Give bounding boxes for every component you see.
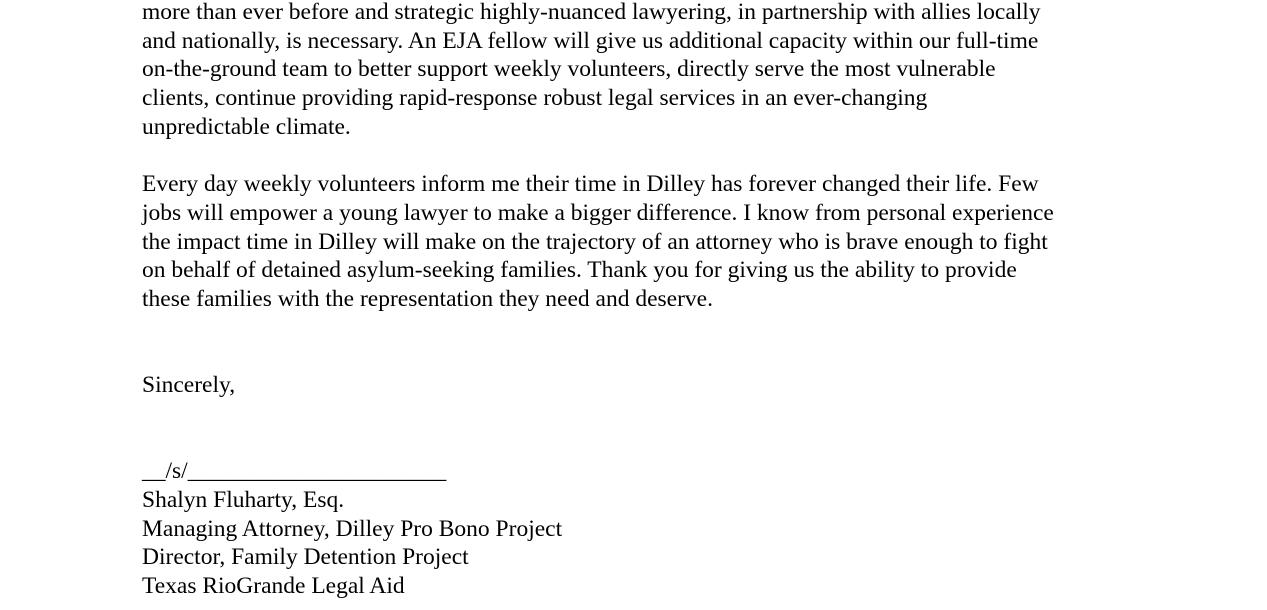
- paragraph-line: these families with the representation they need and deserve.: [142, 286, 713, 313]
- paragraph-line: jobs will empower a young lawyer to make a bigger difference. I know from personal experience: [142, 199, 1054, 226]
- signer-name: Shalyn Fluharty, Esq.: [142, 486, 345, 513]
- signer-title-1: Managing Attorney, Dilley Pro Bono Project: [142, 515, 563, 542]
- paragraph-line: unpredictable climate.: [142, 113, 351, 140]
- closing-salutation: Sincerely,: [142, 372, 236, 399]
- paragraph-line: clients, continue providing rapid-response robust legal services in an ever-changing: [142, 85, 928, 112]
- signature-line: __/s/______________________: [142, 458, 447, 485]
- body-paragraph-2: [142, 170, 1142, 314]
- paragraph-line: and nationally, is necessary. An EJA fellow will give us additional capacity within our full-time: [142, 27, 1039, 54]
- signer-organization: Texas RioGrande Legal Aid: [142, 573, 405, 600]
- signature-block: [142, 457, 1142, 601]
- paragraph-line: on-the-ground team to better support weekly volunteers, directly serve the most vulnerable: [142, 56, 996, 83]
- body-paragraph-1: [142, 0, 1142, 142]
- letter-page: [142, 0, 1142, 601]
- paragraph-line: Every day weekly volunteers inform me their time in Dilley has forever changed their life. Few: [142, 171, 1039, 198]
- paragraph-line: on behalf of detained asylum-seeking families. Thank you for giving us the ability to provide: [142, 257, 1017, 284]
- paragraph-line: the impact time in Dilley will make on the trajectory of an attorney who is brave enough to fight: [142, 228, 1048, 255]
- signer-title-2: Director, Family Detention Project: [142, 544, 469, 571]
- paragraph-line: more than ever before and strategic highly-nuanced lawyering, in partnership with allies locally: [142, 0, 1041, 25]
